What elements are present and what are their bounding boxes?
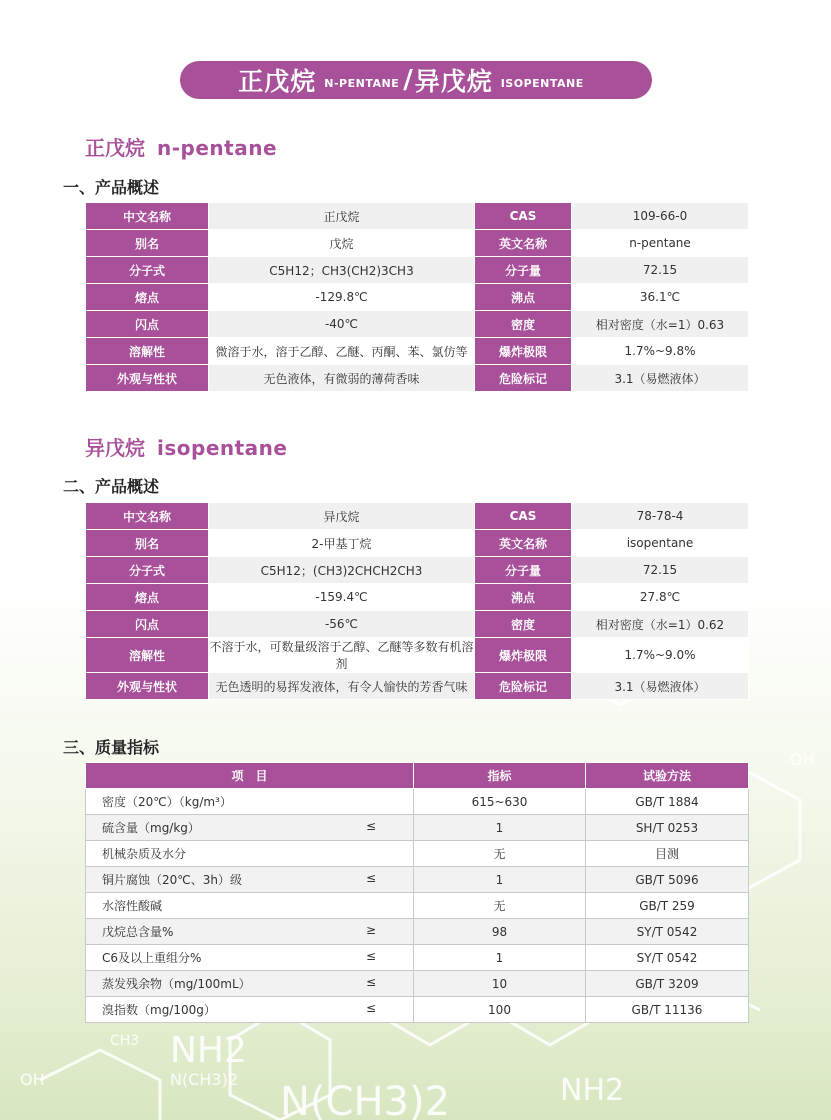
quality-index-value: 10 — [414, 971, 586, 997]
quality-item-cell — [86, 867, 414, 893]
row-value: 异戊烷 — [209, 503, 475, 530]
quality-test-method: 目测 — [586, 841, 749, 867]
row-label: 外观与性状 — [86, 673, 209, 700]
table-row — [86, 284, 749, 311]
quality-item-label: 戊烷总含量% — [102, 925, 174, 939]
oh-decor-label: OH — [20, 1070, 45, 1089]
row-value: 无色液体，有微弱的薄荷香味 — [209, 365, 475, 392]
table-header-row — [86, 763, 749, 789]
table-row — [86, 815, 749, 841]
section-title-npentane — [85, 132, 277, 161]
table-row — [86, 365, 749, 392]
title-cn-npentane: 正戊烷 — [238, 67, 317, 96]
row-label: 熔点 — [86, 284, 209, 311]
table-row — [86, 997, 749, 1023]
quality-item-cell — [86, 971, 414, 997]
quality-item-operator: ≥ — [366, 923, 377, 937]
quality-item-operator: ≤ — [366, 871, 377, 885]
quality-test-method: GB/T 1884 — [586, 789, 749, 815]
title-cn-isopentane: 异戊烷 — [414, 67, 493, 96]
quality-item-label: 机械杂质及水分 — [102, 847, 187, 861]
table-row — [86, 789, 749, 815]
row-label: 密度 — [475, 611, 572, 638]
row-value: 36.1℃ — [572, 284, 749, 311]
row-label: 别名 — [86, 530, 209, 557]
quality-item-label: C6及以上重组分% — [102, 951, 202, 965]
row-label: 溶解性 — [86, 338, 209, 365]
row-value: -129.8℃ — [209, 284, 475, 311]
section-title-cn: 正戊烷 — [85, 136, 145, 160]
quality-item-label: 铜片腐蚀（20℃、3h）级 — [102, 873, 242, 887]
row-label: CAS — [475, 503, 572, 530]
row-label: 中文名称 — [86, 203, 209, 230]
quality-item-label: 硫含量（mg/kg） — [102, 821, 200, 835]
row-label: 别名 — [86, 230, 209, 257]
quality-test-method: GB/T 5096 — [586, 867, 749, 893]
quality-index-value: 100 — [414, 997, 586, 1023]
row-label: 分子式 — [86, 557, 209, 584]
quality-index-value: 615~630 — [414, 789, 586, 815]
section-title-en: n-pentane — [157, 136, 278, 160]
row-value: isopentane — [572, 530, 749, 557]
heading-product-overview-1: 一、产品概述 — [63, 178, 160, 197]
table-row — [86, 257, 749, 284]
quality-index-value: 1 — [414, 867, 586, 893]
quality-item-operator: ≤ — [366, 949, 377, 963]
row-value: 无色透明的易挥发液体，有令人愉快的芳香气味 — [209, 673, 475, 700]
row-label: 爆炸极限 — [475, 338, 572, 365]
row-value: C5H12；(CH3)2CHCH2CH3 — [209, 557, 475, 584]
row-label: 熔点 — [86, 584, 209, 611]
row-value: 微溶于水，溶于乙醇、乙醚、丙酮、苯、氯仿等 — [209, 338, 475, 365]
row-label: 中文名称 — [86, 503, 209, 530]
row-label: 英文名称 — [475, 230, 572, 257]
table-row — [86, 673, 749, 700]
table-row — [86, 945, 749, 971]
row-value: 3.1（易燃液体） — [572, 365, 749, 392]
row-value: 72.15 — [572, 257, 749, 284]
quality-index-table — [85, 762, 749, 1023]
quality-item-cell — [86, 919, 414, 945]
isopentane-info-table — [85, 502, 749, 700]
table-row — [86, 503, 749, 530]
table-row — [86, 230, 749, 257]
table-row — [86, 584, 749, 611]
table-row — [86, 530, 749, 557]
npentane-info-table — [85, 202, 749, 392]
row-value: 72.15 — [572, 557, 749, 584]
quality-item-operator: ≤ — [366, 975, 377, 989]
quality-item-cell — [86, 815, 414, 841]
row-label: 英文名称 — [475, 530, 572, 557]
table-row — [86, 557, 749, 584]
row-label: 外观与性状 — [86, 365, 209, 392]
table-row — [86, 311, 749, 338]
quality-test-method: GB/T 259 — [586, 893, 749, 919]
ch3-decor-label: CH3 — [110, 1033, 140, 1049]
row-value: 1.7%~9.0% — [572, 638, 749, 673]
row-label: 密度 — [475, 311, 572, 338]
quality-item-label: 溴指数（mg/100g） — [102, 1003, 216, 1017]
row-value: 3.1（易燃液体） — [572, 673, 749, 700]
title-en-npentane: N-PENTANE — [324, 76, 400, 90]
quality-item-label: 蒸发残余物（mg/100mL） — [102, 977, 251, 991]
quality-item-cell — [86, 945, 414, 971]
row-value: 2-甲基丁烷 — [209, 530, 475, 557]
quality-test-method: SH/T 0253 — [586, 815, 749, 841]
table-row — [86, 971, 749, 997]
row-value: 戊烷 — [209, 230, 475, 257]
quality-index-value: 1 — [414, 815, 586, 841]
title-slash: / — [403, 65, 413, 95]
heading-quality-index: 三、质量指标 — [63, 738, 160, 757]
column-header-index: 指标 — [414, 763, 586, 789]
row-label: 分子量 — [475, 257, 572, 284]
row-value: 109-66-0 — [572, 203, 749, 230]
title-en-isopentane: ISOPENTANE — [500, 76, 584, 90]
row-value: -56℃ — [209, 611, 475, 638]
quality-index-value: 1 — [414, 945, 586, 971]
row-value: 相对密度（水=1）0.63 — [572, 311, 749, 338]
quality-index-value: 无 — [414, 841, 586, 867]
quality-item-cell — [86, 789, 414, 815]
row-value: C5H12；CH3(CH2)3CH3 — [209, 257, 475, 284]
quality-item-operator: ≤ — [366, 819, 377, 833]
row-value: 78-78-4 — [572, 503, 749, 530]
title-banner — [180, 61, 652, 99]
quality-index-value: 98 — [414, 919, 586, 945]
table-row — [86, 867, 749, 893]
row-label: 沸点 — [475, 584, 572, 611]
table-row — [86, 611, 749, 638]
row-value: n-pentane — [572, 230, 749, 257]
row-label: 危险标记 — [475, 365, 572, 392]
benzene-ring-decor — [230, 1010, 330, 1120]
row-value: -40℃ — [209, 311, 475, 338]
heading-product-overview-2: 二、产品概述 — [63, 477, 160, 496]
nh2-decor-label: NH2 — [170, 1030, 247, 1071]
row-value: 1.7%~9.8% — [572, 338, 749, 365]
quality-test-method: SY/T 0542 — [586, 919, 749, 945]
nch3-decor-label: N(CH3)2 — [280, 1079, 451, 1120]
table-row — [86, 338, 749, 365]
row-label: 闪点 — [86, 311, 209, 338]
section-title-isopentane — [85, 432, 287, 461]
row-value: 不溶于水，可数量级溶于乙醇、乙醚等多数有机溶剂 — [209, 638, 475, 673]
nch3-small-decor-label: N(CH3)2 — [170, 1070, 239, 1089]
table-row — [86, 893, 749, 919]
quality-item-operator: ≤ — [366, 1001, 377, 1015]
quality-test-method: SY/T 0542 — [586, 945, 749, 971]
quality-item-label: 水溶性酸碱 — [102, 899, 163, 913]
section-title-en: isopentane — [157, 436, 288, 460]
quality-index-value: 无 — [414, 893, 586, 919]
row-label: 分子式 — [86, 257, 209, 284]
quality-test-method: GB/T 3209 — [586, 971, 749, 997]
column-header-item: 项 目 — [86, 763, 414, 789]
column-header-method: 试验方法 — [586, 763, 749, 789]
nh2-decor-label: NH2 — [560, 1073, 625, 1108]
quality-item-cell — [86, 893, 414, 919]
row-label: CAS — [475, 203, 572, 230]
row-label: 溶解性 — [86, 638, 209, 673]
quality-item-cell — [86, 997, 414, 1023]
quality-item-cell — [86, 841, 414, 867]
oh-decor-label: OH — [790, 750, 815, 769]
table-row — [86, 203, 749, 230]
chain-decor — [40, 1050, 160, 1120]
table-row — [86, 919, 749, 945]
row-label: 爆炸极限 — [475, 638, 572, 673]
quality-item-label: 密度（20℃）（kg/m³） — [102, 795, 232, 809]
section-title-cn: 异戊烷 — [85, 436, 145, 460]
table-row — [86, 638, 749, 673]
row-value: -159.4℃ — [209, 584, 475, 611]
row-value: 正戊烷 — [209, 203, 475, 230]
quality-test-method: GB/T 11136 — [586, 997, 749, 1023]
row-label: 危险标记 — [475, 673, 572, 700]
row-value: 相对密度（水=1）0.62 — [572, 611, 749, 638]
row-label: 沸点 — [475, 284, 572, 311]
table-row — [86, 841, 749, 867]
row-label: 闪点 — [86, 611, 209, 638]
row-label: 分子量 — [475, 557, 572, 584]
row-value: 27.8℃ — [572, 584, 749, 611]
